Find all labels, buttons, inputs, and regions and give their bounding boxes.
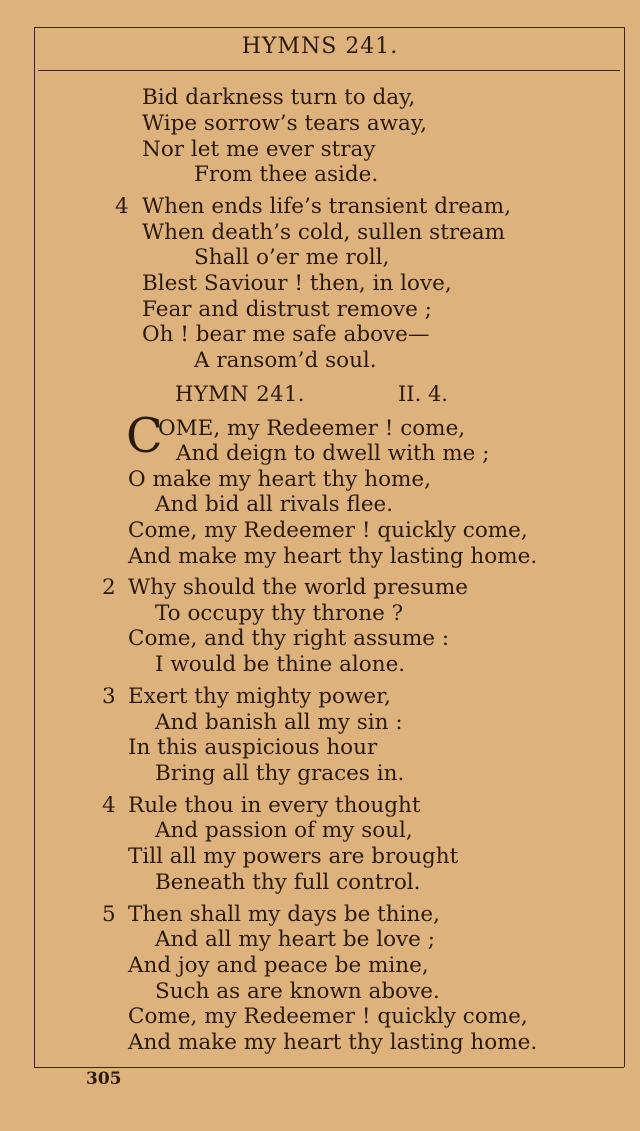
verse-line: OME, my Redeemer ! come,: [158, 416, 466, 441]
verse-number: 3: [102, 684, 116, 709]
verse-line: Bid darkness turn to day,: [142, 85, 416, 110]
verse-line: Come, and thy right assume :: [128, 626, 450, 651]
hymn-title: HYMN 241.: [175, 382, 305, 406]
verse-number: 2: [102, 575, 116, 600]
verse-number: 4: [102, 793, 116, 818]
verse-line: Oh ! bear me safe above—: [142, 322, 430, 347]
verse-line: Come, my Redeemer ! quickly come,: [128, 518, 528, 543]
verse-line: Why should the world presume: [128, 575, 468, 600]
frame-bottom-rule: [34, 1067, 624, 1068]
verse-line: I would be thine alone.: [155, 652, 406, 677]
verse-number: 4: [115, 194, 129, 219]
verse-line: And deign to dwell with me ;: [176, 441, 490, 466]
verse-line: Rule thou in every thought: [128, 793, 421, 818]
verse-line: And make my heart thy lasting home.: [128, 1030, 538, 1055]
frame-left-rule: [34, 27, 35, 1067]
verse-line: When death’s cold, sullen stream: [142, 220, 506, 245]
verse-line: A ransom’d soul.: [194, 348, 377, 373]
verse-line: Shall o’er me roll,: [194, 245, 390, 270]
frame-right-rule: [624, 27, 625, 1067]
verse-line: And joy and peace be mine,: [128, 953, 429, 978]
verse-line: And passion of my soul,: [155, 818, 413, 843]
verse-line: Exert thy mighty power,: [128, 684, 391, 709]
verse-line: Come, my Redeemer ! quickly come,: [128, 1004, 528, 1029]
verse-line: Beneath thy full control.: [155, 870, 421, 895]
verse-line: In this auspicious hour: [128, 735, 378, 760]
verse-line: Till all my powers are brought: [128, 844, 459, 869]
verse-line: When ends life’s transient dream,: [142, 194, 512, 219]
verse-line: Such as are known above.: [155, 979, 440, 1004]
verse-line: And all my heart be love ;: [155, 927, 435, 952]
running-head: HYMNS 241.: [241, 34, 399, 59]
verse-line: Fear and distrust remove ;: [142, 297, 432, 322]
hymn-meter: II. 4.: [398, 382, 448, 406]
verse-line: Bring all thy graces in.: [155, 761, 405, 786]
verse-line: Blest Saviour ! then, in love,: [142, 271, 452, 296]
verse-line: And bid all rivals flee.: [155, 492, 394, 517]
verse-line: Nor let me ever stray: [142, 137, 376, 162]
verse-line: Wipe sorrow’s tears away,: [142, 111, 427, 136]
frame-top-rule: [34, 27, 624, 28]
verse-line: O make my heart thy home,: [128, 467, 431, 492]
drop-cap: C: [126, 408, 163, 464]
verse-number: 5: [102, 902, 116, 927]
verse-line: To occupy thy throne ?: [155, 601, 404, 626]
page-number: 305: [86, 1069, 122, 1089]
verse-line: And banish all my sin :: [155, 710, 403, 735]
verse-line: Then shall my days be thine,: [128, 902, 440, 927]
verse-line: From thee aside.: [194, 162, 379, 187]
verse-line: And make my heart thy lasting home.: [128, 544, 538, 569]
header-rule: [38, 70, 620, 71]
